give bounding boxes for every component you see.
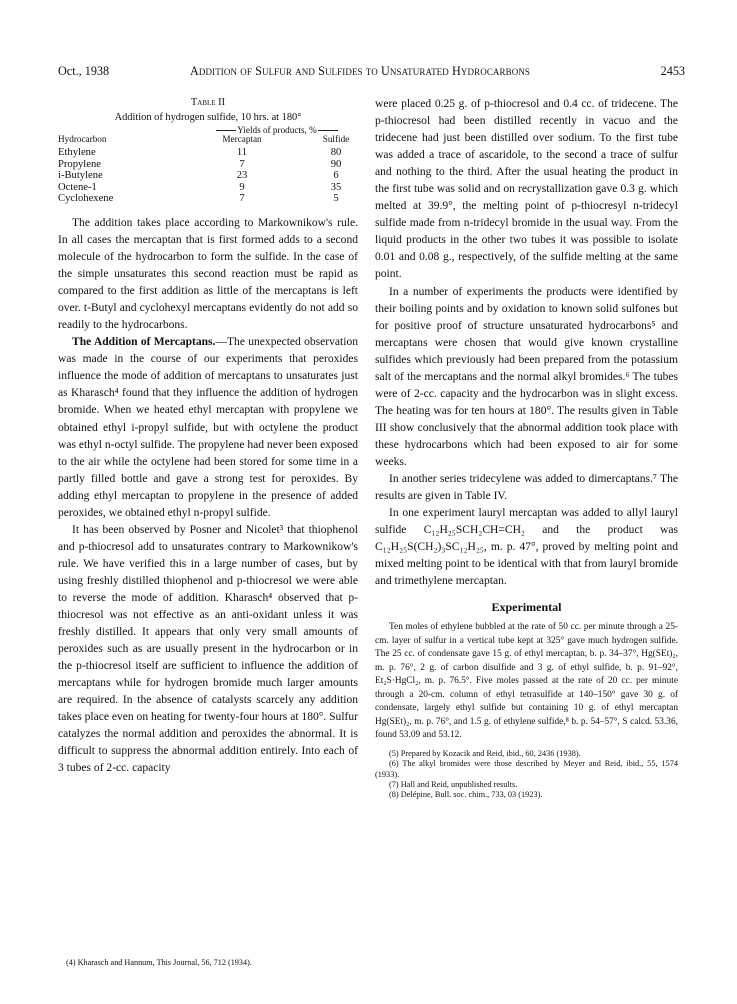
cell: 35 (330, 181, 342, 193)
paragraph: were placed 0.25 g. of p-thiocresol and 0.4 cc. of tridecene. The p-thiocresol had been distilled recently in vacuo and the tridecene had just been distilled over sodium. To the first tube was added a trace of ascaridole, to the second a trace of sulfur and nothing to the third. After the usual heating the product in the first tube was solid and on recrystallization gave 0.3 g. which melted at 39.9°, the melting point of p-thiocresyl n-tridecyl sulfide made from n-tridecyl bromide in the usual way. From the liquid products in the other two tubes it was possible to isolate 0.01 and 0.08 g., respectively, of the sulfide melting at the same point. (375, 98, 678, 281)
cell: 6 (333, 170, 339, 182)
cell: 80 (330, 147, 342, 158)
col-header-hydrocarbon: Hydrocarbon (58, 134, 107, 144)
table-row (58, 170, 358, 182)
cell: Propylene (58, 158, 101, 170)
cell: 5 (333, 193, 339, 205)
table-row (58, 147, 358, 159)
table-ii (58, 96, 358, 205)
header-date: Oct., 1938 (58, 64, 110, 78)
table-subtitle: Addition of hydrogen sulfide, 10 hrs. at 180° (114, 112, 302, 123)
left-column (58, 96, 358, 778)
right-column (375, 96, 678, 801)
cell: Cyclohexene (58, 193, 114, 205)
cell: 9 (239, 181, 245, 193)
table-row (58, 193, 358, 205)
section-heading: The Addition of Mercaptans. (72, 336, 216, 349)
paragraph: In a number of experiments the products were identified by their boiling points and by oxidation to known solid sulfones but for positive proof of structure unsaturated hydrocarbons⁵ and mercaptans were chosen that would give known crystalline sulfides which previously had been prepared from the potassium salt of the mercaptans and the normal alkyl bromides.⁶ The tubes were of 2-cc. capacity and the hydrocarbon was in slight excess. The heating was for ten hours at 180°. The results given in Table III show conclusively that the abnormal addition took place with these hydrocarbons which had been exposed to air for some weeks. (375, 285, 678, 468)
table-row (58, 182, 358, 194)
footnote-5: (5) Prepared by Kozacik and Reid, ibid., 60, 2436 (1938). (389, 748, 581, 758)
cell: 7 (239, 193, 245, 205)
page-number: 2453 (660, 64, 685, 78)
paragraph: The addition takes place according to Markownikow's rule. In all cases the mercaptan that is first formed adds to a second molecule of the hydrocarbon to form the sulfide. In the case of the simple unsaturates this second reaction must be rapid as compared to the first addition as little of the mercaptans is left over. t-Butyl and cyclohexyl mercaptans evidently do not add so readily to the hydrocarbons. (58, 216, 358, 332)
running-header (58, 64, 685, 80)
experimental-paragraph: Ten moles of ethylene bubbled at the rate of 50 cc. per minute through a 25-cm. layer of sulfur in a vertical tube kept at 325° gave much hydrogen sulfide. The 25 cc. of condensate gave 15 g. of ethyl mercaptan, b. p. 34–37°, Hg(SEt)₂, m. p. 76°, 2 g. of carbon disulfide and 3 g. of ethyl sulfide, b. p. 91–92°, Et₂S·HgCl₂, m. p. 76.5°. Five moles passed at the rate of 20 cc. per minute through a 20-cm. column of ethyl tetrasulfide at 140–150° gave 30 g. of condensate, largely ethyl sulfide but containing 10 g. of ethyl mercaptan Hg(SEt)₂, m. p. 76°, and 1.5 g. of ethylene sulfide,⁸ b. p. 54–57°, S calcd. 53.36, found 53.09 and 53.12. (375, 622, 678, 741)
cell: Ethylene (58, 147, 96, 158)
table-caption: Table II (190, 97, 226, 108)
cell: 23 (236, 170, 248, 182)
footnote-8: (8) Delépine, Bull. soc. chim., 733, 03 (1923). (389, 790, 543, 800)
col-header-sulfide: Sulfide (322, 134, 350, 144)
paragraph: In one experiment lauryl mercaptan was added to allyl lauryl sulfide C₁₂H₂₅SCH₂CH=CH₂ and the product was C₁₂H₂₅S(CH₂)₃SC₁₂H₂₅, m. p. 47°, proved by melting point and mixed melting point to be identical with that from lauryl bromide and trimethylene mercaptan. (375, 507, 678, 588)
cell: 90 (330, 158, 342, 170)
group-header-label: Yields of products, % (237, 125, 317, 135)
footnote-4: (4) Kharasch and Hannum, This Journal, 56, 712 (1934). (66, 958, 252, 967)
table-row (58, 159, 358, 171)
table-header (58, 125, 358, 147)
experimental-heading: Experimental (491, 600, 562, 615)
paragraph: In another series tridecylene was added to dimercaptans.⁷ The results are given in Table IV. (375, 473, 678, 503)
footnote-7: (7) Hall and Reid, unpublished results. (389, 780, 518, 790)
paragraph: It has been observed by Posner and Nicolet³ that thiophenol and p-thiocresol add to unsaturates contrary to Markownikow's rule. We have verified this in a large number of cases, but by using freshly distilled thiophenol and p-thiocresol we were able to reverse the mode of addition. Kharasch⁴ observed that p-thiocresol was not effective as an anti-oxidant unless it was freshly distilled. It appears that only very small amounts of peroxides such as are usually present in the hydrocarbon or in the p-thiocresol itself are sufficient to influence the addition of mercaptans while for hydrogen bromide much larger amounts are required. In the absence of catalysts scarcely any addition takes place even on heating for twenty-four hours at 180°. Sulfur catalyzes the normal addition and peroxides the abnormal. It is difficult to suppress the abnormal addition entirely. Into each of 3 tubes of 2-cc. capacity (58, 523, 358, 775)
cell: 11 (236, 147, 248, 158)
cell: Octene-1 (58, 181, 97, 193)
footnote-6: (6) The alkyl bromides were those described by Meyer and Reid, ibid., 55, 1574 (1933). (375, 759, 678, 779)
paragraph-text: —The unexpected observation was made in the course of our experiments that peroxides influence the mode of addition of mercaptans to unsaturates just as Kharasch⁴ found that they influence the addition of hydrogen bromide. When we heated ethyl mercaptan with propylene we obtained ethyl i-propyl sulfide, but with octylene the product was ethyl n-octyl sulfide. The propylene had never been exposed to the air while the octylene had been stored for some time in a partly filled bottle and gave a strong test for peroxides. By adding ethyl mercaptan to propylene in the presence of added peroxides, we obtained ethyl n-propyl sulfide. (58, 336, 358, 519)
cell: i-Butylene (58, 170, 103, 182)
col-header-mercaptan: Mercaptan (222, 134, 262, 144)
paragraph-addition-of-mercaptans (58, 334, 358, 522)
header-title: Addition of Sulfur and Sulfides to Unsaturated Hydrocarbons (190, 64, 531, 78)
cell: 7 (239, 158, 245, 170)
